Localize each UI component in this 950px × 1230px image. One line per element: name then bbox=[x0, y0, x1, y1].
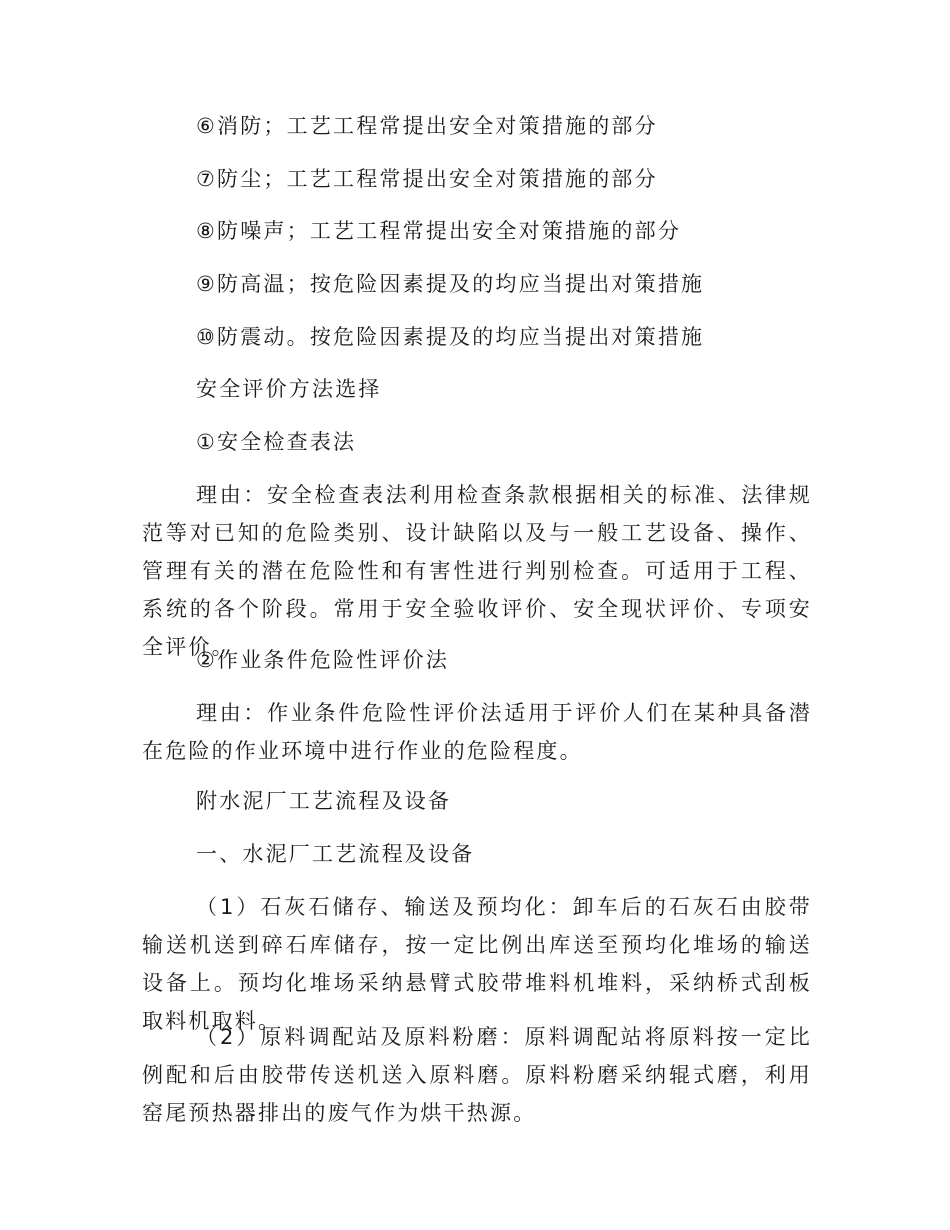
list-item-fire-protection: ⑥消防；工艺工程常提出安全对策措施的部分 bbox=[196, 114, 658, 138]
reason-paragraph-checklist: 理由：安全检查表法利用检查条款根据相关的标准、法律规范等对已知的危险类别、设计缺陷以及与一般工艺设备、操作、管理有关的潜在危险性和有害性进行判别检查。可适用于工程、系统的各个阶段。常用于安全验收评价、安全现状评价、专项安全评价。 bbox=[142, 483, 812, 659]
list-item-noise-protection: ⑧防噪声；工艺工程常提出安全对策措施的部分 bbox=[196, 219, 682, 243]
section-title-process: 一、水泥厂工艺流程及设备 bbox=[196, 842, 475, 866]
list-item-vibration-protection: ⑩防震动。按危险因素提及的均应当提出对策措施 bbox=[196, 325, 705, 349]
list-item-heat-protection: ⑨防高温；按危险因素提及的均应当提出对策措施 bbox=[196, 272, 705, 296]
reason-paragraph-operating-conditions: 理由：作业条件危险性评价法适用于评价人们在某种具备潜在危险的作业环境中进行作业的危险程度。 bbox=[142, 701, 812, 763]
method-checklist-heading: ①安全检查表法 bbox=[196, 430, 357, 454]
list-item-dust-protection: ⑦防尘；工艺工程常提出安全对策措施的部分 bbox=[196, 167, 658, 191]
process-item-limestone: （1）石灰石储存、输送及预均化：卸车后的石灰石由胶带输送机送到碎石库储存，按一定比例出库送至预均化堆场的输送设备上。预均化堆场采纳悬臂式胶带堆料机堆料，采纳桥式刮板取料机取料。 bbox=[142, 895, 812, 1033]
process-item-raw-material: （2）原料调配站及原料粉磨：原料调配站将原料按一定比例配和后由胶带传送机送入原料磨。原料粉磨采纳辊式磨，利用窑尾预热器排出的废气作为烘干热源。 bbox=[142, 1025, 812, 1125]
section-heading-evaluation-method: 安全评价方法选择 bbox=[196, 377, 382, 401]
method-operating-conditions-heading: ②作业条件危险性评价法 bbox=[196, 648, 450, 672]
appendix-title: 附水泥厂工艺流程及设备 bbox=[196, 789, 452, 813]
